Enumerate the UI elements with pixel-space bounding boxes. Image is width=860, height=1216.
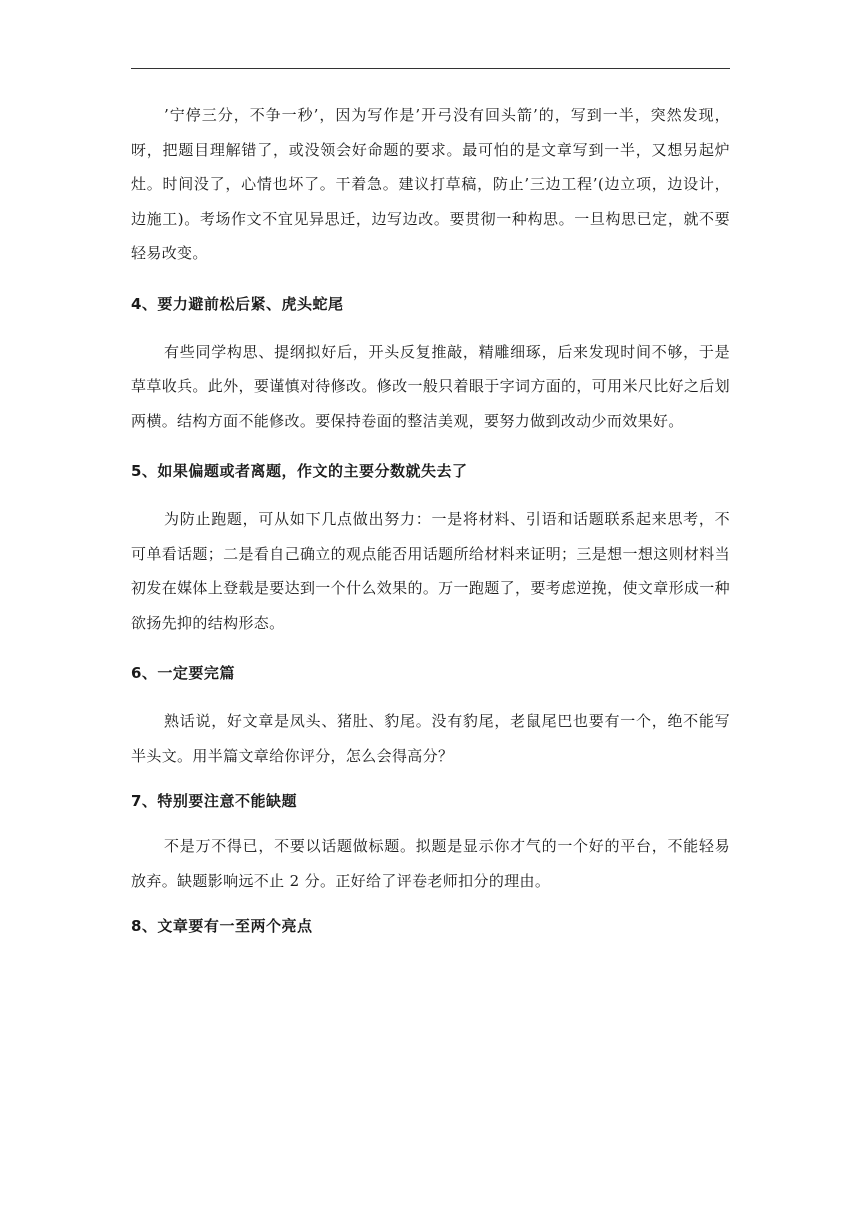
paragraph-section-6: 熟话说，好文章是凤头、猪肚、豹尾。没有豹尾，老鼠尾巴也要有一个，绝不能写半头文。用半篇文章给你评分，怎么会得高分？ [131,712,730,765]
document-body [131,98,730,938]
heading-section-4: 4、要力避前松后紧、虎头蛇尾 [131,294,344,313]
heading-section-7: 7、特别要注意不能缺题 [131,792,297,810]
header-rule [131,68,730,69]
paragraph-section-7: 不是万不得已，不要以话题做标题。拟题是显示你才气的一个好的平台，不能轻易放弃。缺题影响远不止 2 分。正好给了评卷老师扣分的理由。 [131,837,730,890]
heading-section-5: 5、如果偏题或者离题，作文的主要分数就失去了 [131,462,468,480]
paragraph-section-4: 有些同学构思、提纲拟好后，开头反复推敲，精雕细琢，后来发现时间不够，于是草草收兵。此外，要谨慎对待修改。修改一般只着眼于字词方面的，可用米尺比好之后划两横。结构方面不能修改。要保持卷面的整洁美观，要努力做到改动少而效果好。 [131,342,730,430]
paragraph-section-5: 为防止跑题，可从如下几点做出努力：一是将材料、引语和话题联系起来思考，不可单看话题；二是看自己确立的观点能否用话题所给材料来证明；三是想一想这则材料当初发在媒体上登载是要达到一个什么效果的。万一跑题了，要考虑逆挽，使文章形成一种欲扬先抑的结构形态。 [131,510,730,632]
heading-section-8: 8、文章要有一至两个亮点 [131,917,313,935]
paragraph-intro: ’宁停三分，不争一秒’，因为写作是’开弓没有回头箭’的，写到一半，突然发现，呀，把题目理解错了，或没领会好命题的要求。最可怕的是文章写到一半，又想另起炉灶。时间没了，心情也坏了。干着急。建议打草稿，防止’三边工程’(边立项，边设计，边施工)。考场作文不宜见异思迁，边写边改。要贯彻一种构思。一旦构思已定，就不要轻易改变。 [131,106,730,262]
heading-section-6: 6、一定要完篇 [131,664,235,682]
